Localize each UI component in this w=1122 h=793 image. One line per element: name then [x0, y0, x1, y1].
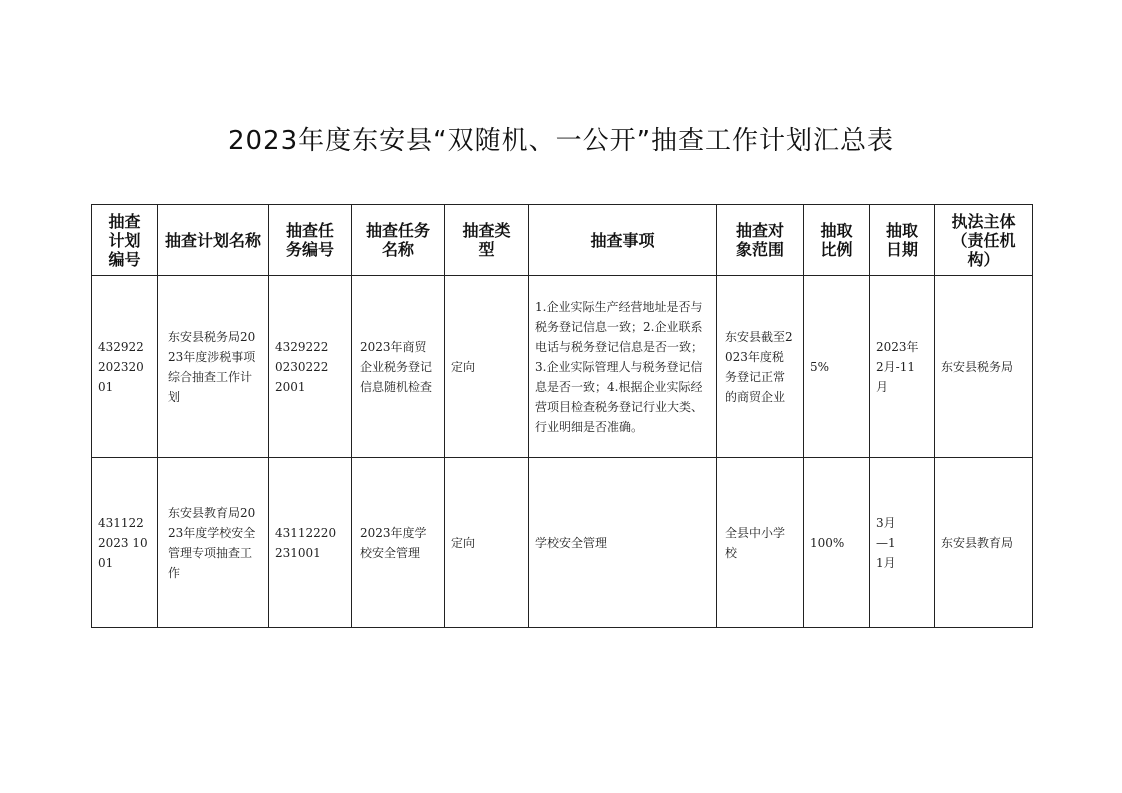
- cell-task-name: [352, 458, 445, 628]
- cell-authority: [935, 458, 1033, 628]
- date-text: 3月—11月: [876, 515, 896, 570]
- cell-plan-name: [158, 276, 269, 458]
- plan-name-text: 东安县教育局2023年度学校安全管理专项抽查工作: [168, 505, 256, 580]
- type-text: 定向: [451, 359, 476, 374]
- table-header-row: [92, 205, 1033, 276]
- header-ratio: 抽取比例: [804, 205, 870, 276]
- table-row: [92, 458, 1033, 628]
- items-text: 1.企业实际生产经营地址是否与税务登记信息一致；2.企业联系电话与税务登记信息是否一致；3.企业实际管理人与税务登记信息是否一致；4.根据企业实际经营项目检查税务登记行业大类、行业明细是否准确。: [535, 299, 704, 434]
- task-name-text: 2023年商贸企业税务登记信息随机检查: [360, 339, 433, 394]
- scope-text: 全县中小学校: [725, 525, 786, 560]
- authority-text: 东安县税务局: [941, 359, 1014, 374]
- header-scope: 抽查对象范围: [717, 205, 804, 276]
- header-task-name: 抽查任务名称: [352, 205, 445, 276]
- ratio-text: 100%: [810, 535, 845, 550]
- plan-no-text: 43292220232001: [98, 339, 144, 394]
- cell-type: [445, 276, 529, 458]
- cell-plan-no: [92, 276, 158, 458]
- type-text: 定向: [451, 535, 476, 550]
- cell-type: [445, 458, 529, 628]
- table-row: [92, 276, 1033, 458]
- items-text: 学校安全管理: [535, 535, 608, 550]
- cell-date: [870, 276, 935, 458]
- cell-items: [529, 458, 717, 628]
- cell-plan-no: [92, 458, 158, 628]
- cell-task-no: [269, 276, 352, 458]
- cell-task-no: [269, 458, 352, 628]
- header-date: 抽取日期: [870, 205, 935, 276]
- plan-summary-table: [91, 204, 1033, 628]
- scope-text: 东安县截至2023年度税务登记正常的商贸企业: [725, 329, 793, 404]
- cell-ratio: [804, 458, 870, 628]
- cell-ratio: [804, 276, 870, 458]
- header-task-no: 抽查任务编号: [269, 205, 352, 276]
- cell-authority: [935, 276, 1033, 458]
- date-text: 2023年2月-11月: [876, 339, 919, 394]
- header-plan-name: 抽查计划名称: [158, 205, 269, 276]
- ratio-text: 5%: [810, 359, 830, 374]
- cell-plan-name: [158, 458, 269, 628]
- header-items: 抽查事项: [529, 205, 717, 276]
- header-plan-no: 抽查计划编号: [92, 205, 158, 276]
- header-authority: 执法主体（责任机构）: [935, 205, 1033, 276]
- cell-scope: [717, 458, 804, 628]
- page-title: 2023年度东安县“双随机、一公开”抽查工作计划汇总表: [227, 126, 895, 156]
- task-no-text: 432922202302222001: [275, 339, 329, 394]
- plan-name-text: 东安县税务局2023年度涉税事项综合抽查工作计划: [168, 329, 256, 404]
- task-no-text: 43112220231001: [275, 525, 337, 560]
- cell-items: [529, 276, 717, 458]
- cell-scope: [717, 276, 804, 458]
- plan-no-text: 4311222023 1001: [98, 515, 148, 570]
- header-type: 抽查类型: [445, 205, 529, 276]
- cell-date: [870, 458, 935, 628]
- authority-text: 东安县教育局: [941, 535, 1014, 550]
- cell-task-name: [352, 276, 445, 458]
- task-name-text: 2023年度学校安全管理: [360, 525, 427, 560]
